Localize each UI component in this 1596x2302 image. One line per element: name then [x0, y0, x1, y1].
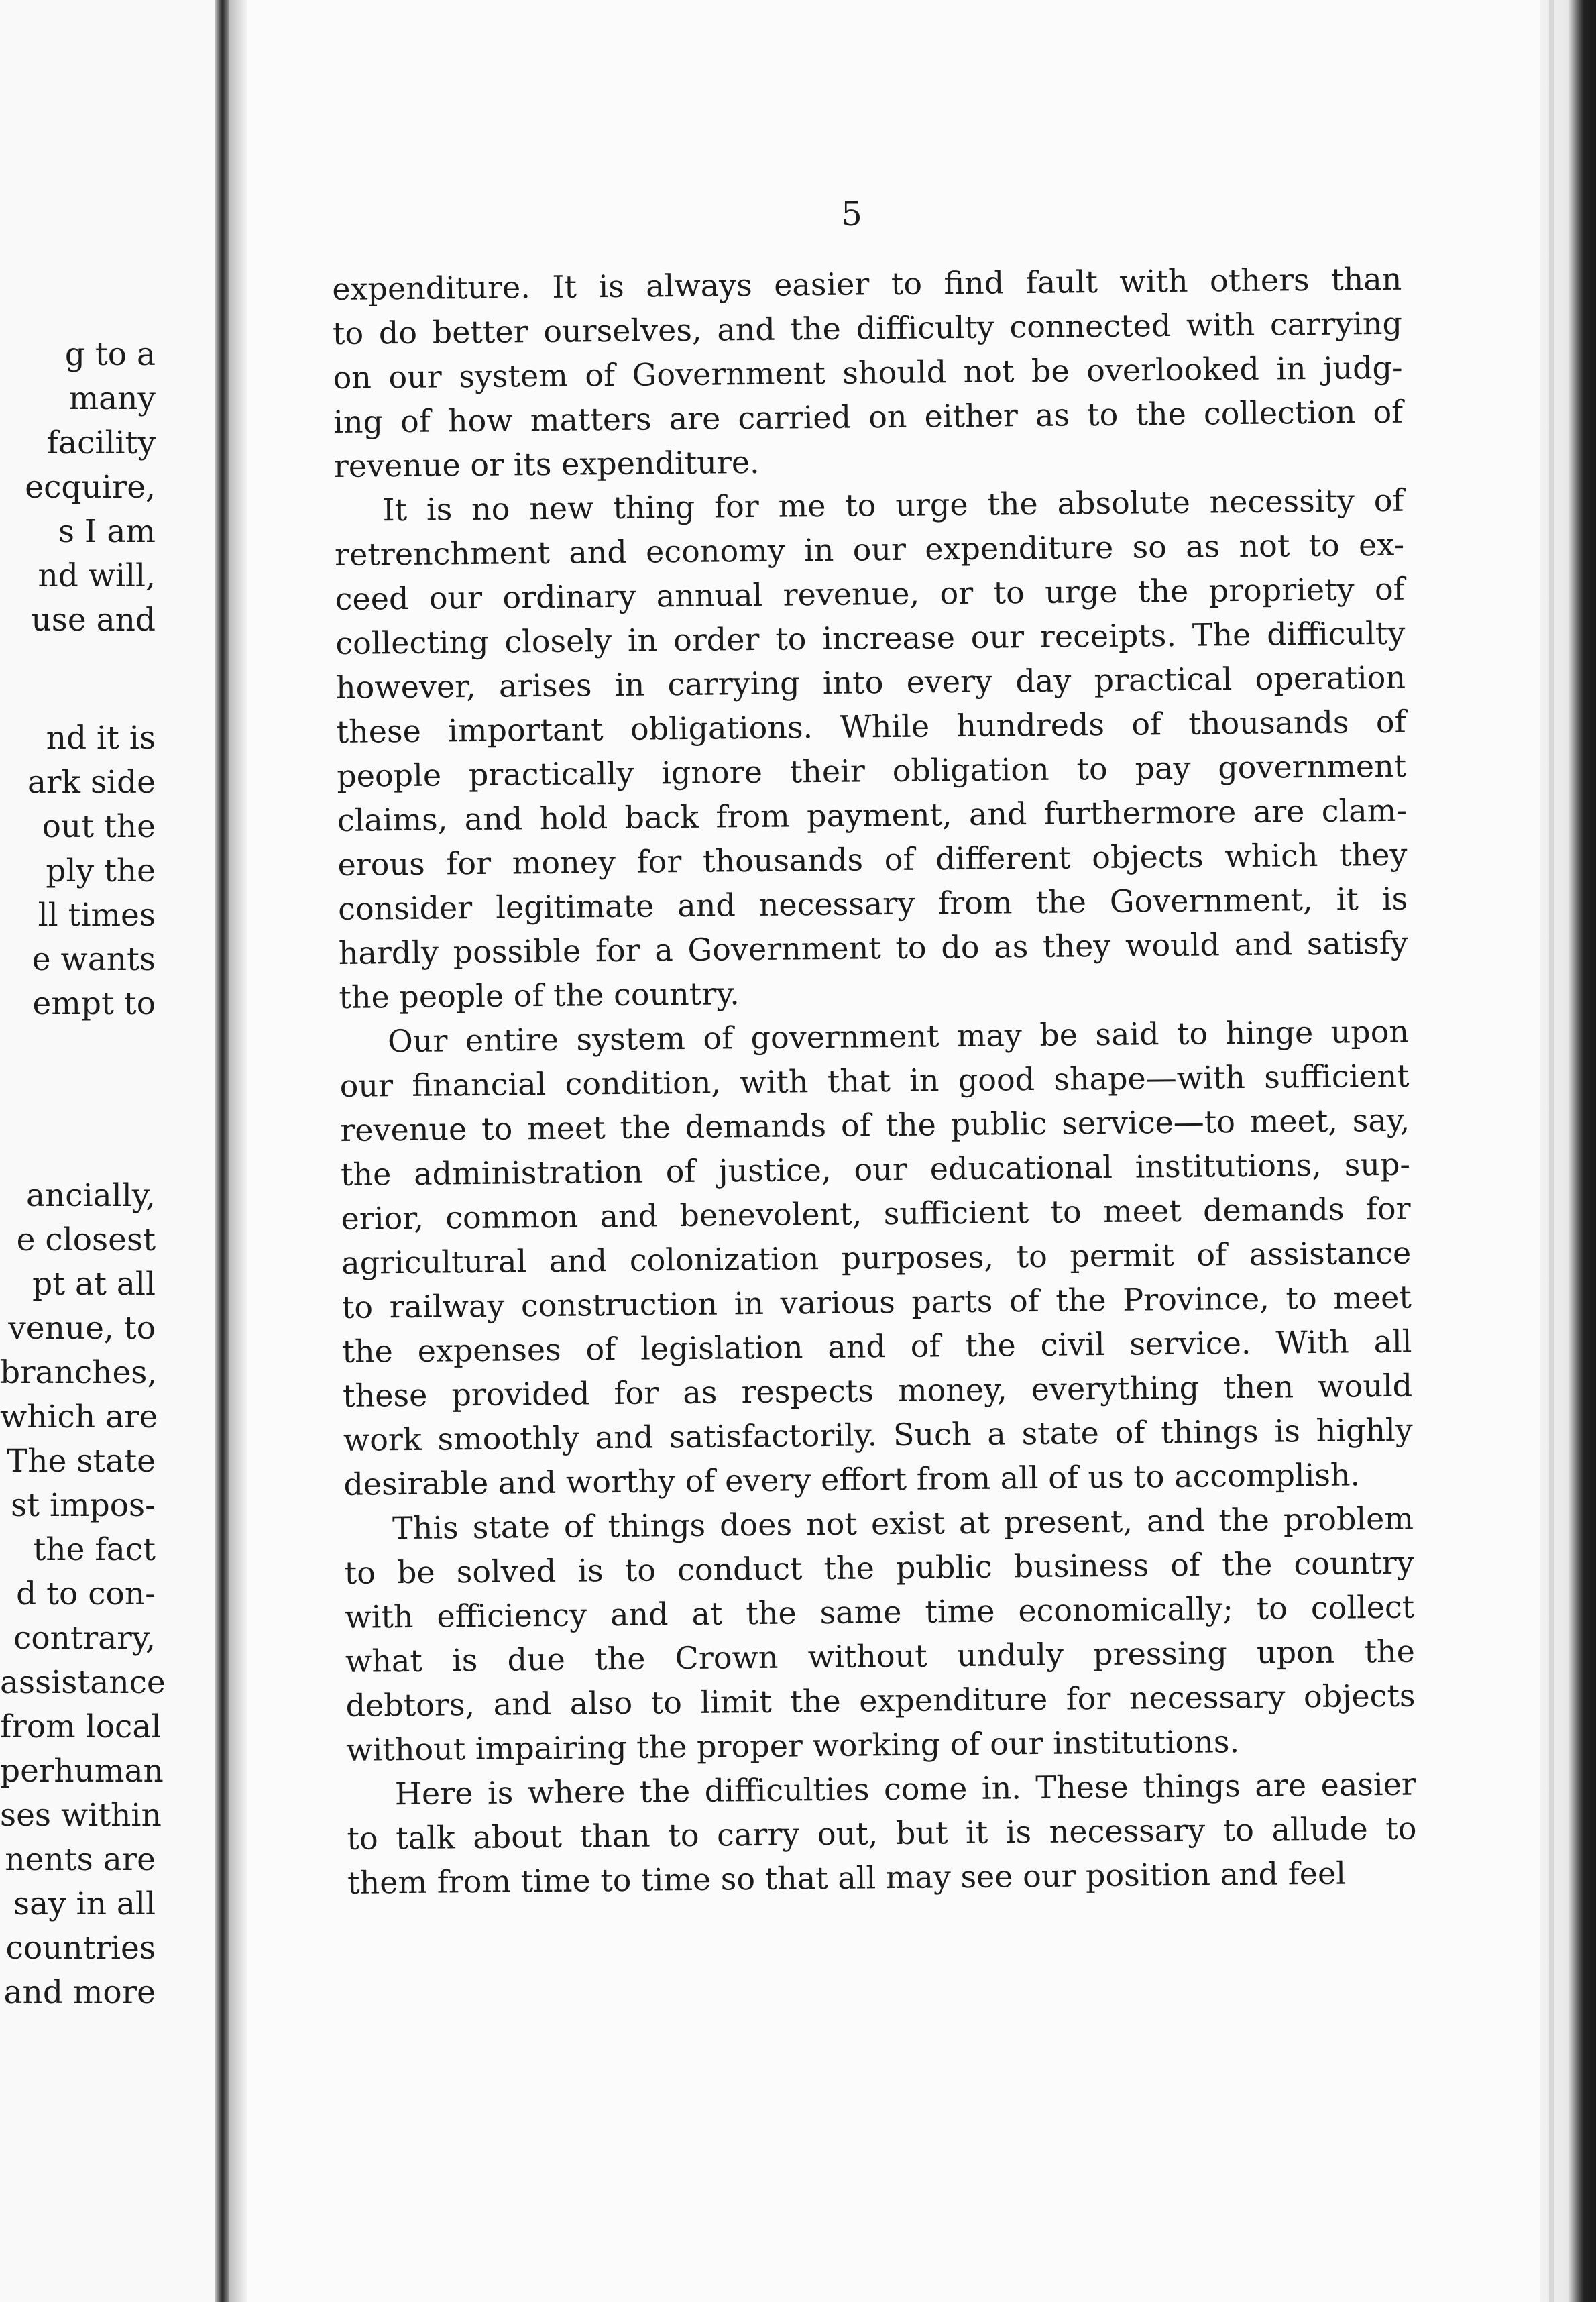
- text-line: collecting closely in order to increase our receipts. The difficulty: [335, 614, 1406, 661]
- left-page-fragment: branches,: [0, 1354, 158, 1391]
- text-line: them from time to time so that all may see our position and feel: [347, 1855, 1347, 1901]
- left-facing-page: [0, 0, 215, 2302]
- page-number: 5: [841, 195, 862, 233]
- text-line: It is no new thing for me to urge the absolute necessity of: [382, 482, 1404, 529]
- text-line: consider legitimate and necessary from the Government, it is: [337, 880, 1408, 927]
- book-binding-gutter: [215, 0, 229, 2302]
- text-line: the people of the country.: [339, 975, 740, 1016]
- text-line: This state of things does not exist at present, and the problem: [392, 1500, 1414, 1547]
- left-page-fragment: nd it is: [46, 720, 156, 757]
- left-page-fragment: d to con-: [16, 1576, 156, 1612]
- left-page-fragment: use and: [31, 602, 156, 639]
- gutter-shadow: [229, 0, 247, 2302]
- left-page-fragment: venue, to: [8, 1310, 156, 1347]
- left-page-fragment: st impos-: [11, 1487, 156, 1524]
- left-page-fragment: ll times: [38, 897, 156, 934]
- left-page-fragment: [0, 643, 215, 716]
- left-page-fragment: pt at all: [32, 1266, 156, 1303]
- text-line: what is due the Crown without unduly pressing upon the: [345, 1633, 1416, 1680]
- left-page-fragment: countries: [5, 1930, 156, 1967]
- text-line: these provided for as respects money, everything then would: [342, 1367, 1413, 1414]
- text-line: claims, and hold back from payment, and furthermore are clam-: [337, 791, 1408, 838]
- text-line: ceed our ordinary annual revenue, or to urge the propriety of: [335, 570, 1405, 617]
- text-line: expenditure. It is always easier to find fault with others than: [332, 260, 1402, 307]
- left-page-fragment: perhuman: [0, 1753, 164, 1790]
- paragraph: [334, 478, 1409, 1020]
- left-page-fragment: facility: [46, 425, 156, 461]
- text-line: retrenchment and economy in our expenditure so as not to ex-: [334, 526, 1405, 573]
- paragraph: [347, 1762, 1418, 1905]
- text-line: agricultural and colonization purposes, to permit of assistance: [341, 1234, 1412, 1281]
- left-page-fragment: ply the: [46, 853, 156, 889]
- text-line: on our system of Government should not be overlooked in judg-: [333, 349, 1403, 396]
- text-line: however, arises in carrying into every day practical operation: [335, 659, 1406, 706]
- right-page-edge: [1540, 0, 1596, 2302]
- paragraph: [332, 257, 1404, 488]
- text-line: to railway construction in various parts of the Province, to meet: [341, 1278, 1412, 1325]
- left-page-fragment: nd will,: [38, 557, 156, 594]
- left-page-fragment: the fact: [33, 1531, 156, 1568]
- left-page-fragment: many: [68, 380, 156, 417]
- left-page-fragment: out the: [42, 808, 156, 845]
- text-line: these important obligations. While hundreds of thousands of: [336, 703, 1406, 750]
- left-page-fragment: The state: [6, 1443, 156, 1480]
- left-page-fragment: ark side: [27, 764, 156, 801]
- left-page-fragment: assistance: [0, 1664, 166, 1701]
- left-page-fragment: g to a: [64, 336, 156, 373]
- left-page-fragment: say in all: [13, 1885, 156, 1922]
- left-page-fragment: which are: [0, 1399, 158, 1435]
- left-page-text-fragments: [0, 333, 215, 2015]
- text-line: ing of how matters are carried on either as to the collection of: [333, 393, 1404, 440]
- left-page-fragment: s I am: [58, 513, 156, 550]
- text-line: erous for money for thousands of different objects which they: [337, 836, 1408, 883]
- text-line: people practically ignore their obligation to pay government: [337, 747, 1407, 794]
- text-line: revenue to meet the demands of the public service—to meet, say,: [340, 1101, 1410, 1148]
- left-page-fragment: [0, 1026, 215, 1100]
- text-line: debtors, and also to limit the expenditure for necessary objects: [345, 1677, 1416, 1724]
- left-page-fragment: nents are: [5, 1841, 156, 1878]
- left-page-fragment: ecquire,: [25, 469, 156, 506]
- text-line: the expenses of legislation and of the civil service. With all: [342, 1323, 1412, 1370]
- left-page-fragment: e wants: [32, 941, 156, 978]
- text-line: revenue or its expenditure.: [333, 443, 760, 484]
- left-page-fragment: and more: [3, 1974, 156, 2011]
- text-line: without impairing the proper working of our institutions.: [345, 1723, 1240, 1768]
- text-line: work smoothly and satisfactorily. Such a state of things is highly: [343, 1411, 1413, 1458]
- text-line: to be solved is to conduct the public business of the country: [344, 1544, 1414, 1591]
- left-page-fragment: from local: [0, 1708, 162, 1745]
- text-line: the administration of justice, our educational institutions, sup-: [340, 1146, 1411, 1193]
- text-line: Our entire system of government may be said to hinge upon: [387, 1013, 1410, 1060]
- text-line: to talk about than to carry out, but it is necessary to allude to: [347, 1810, 1417, 1857]
- right-page-edge-highlight: [1549, 0, 1554, 2302]
- left-page-fragment: ses within: [0, 1797, 162, 1834]
- text-line: to do better ourselves, and the difficulty connected with carrying: [332, 305, 1403, 351]
- left-page-fragment: e closest: [16, 1221, 156, 1258]
- text-line: hardly possible for a Government to do as they would and satisfy: [338, 924, 1409, 971]
- paragraph: [339, 1009, 1414, 1506]
- page-body-text: [332, 257, 1417, 1905]
- left-page-fragment: empt to: [32, 985, 156, 1022]
- text-line: our financial condition, with that in good shape—with sufficient: [339, 1057, 1410, 1104]
- text-line: desirable and worthy of every effort from all of us to accomplish.: [343, 1456, 1361, 1502]
- text-line: Here is where the difficulties come in. These things are easier: [394, 1765, 1417, 1812]
- text-line: erior, common and benevolent, sufficient to meet demands for: [341, 1190, 1411, 1237]
- text-line: with efficiency and at the same time economically; to collect: [345, 1588, 1415, 1635]
- left-page-fragment: contrary,: [13, 1620, 156, 1657]
- left-page-fragment: ancially,: [26, 1177, 156, 1214]
- paragraph: [344, 1496, 1416, 1772]
- left-page-fragment: [0, 1100, 215, 1174]
